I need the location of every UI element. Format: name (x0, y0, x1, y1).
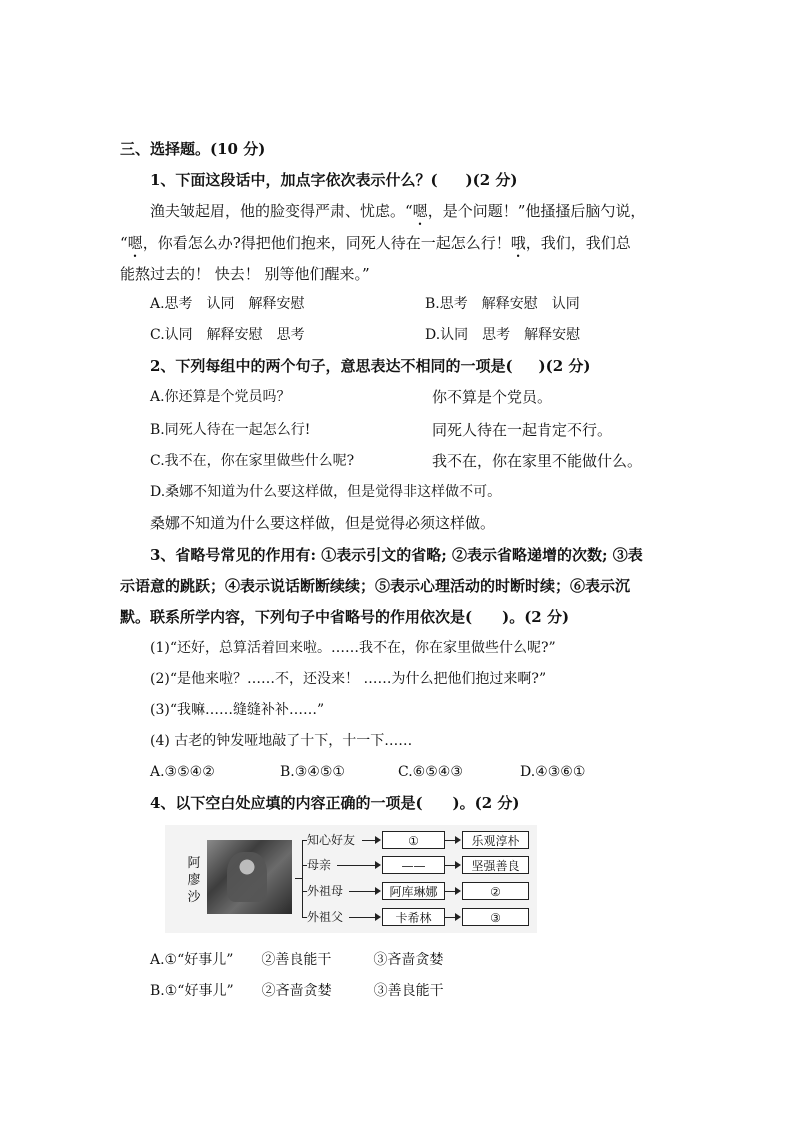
question-1-stem (150, 170, 518, 190)
q3-option-a[interactable]: A.③⑤④② (150, 764, 215, 780)
q1-passage-text: 渔夫皱起眉，他的脸变得严肃、忧虑。“ (150, 202, 413, 220)
q2-option-a-right: 你不算是个党员。 (432, 388, 553, 406)
q1-option-c[interactable]: C.认同 解释安慰 思考 (150, 327, 305, 343)
q3-option-d[interactable]: D.④③⑥① (520, 764, 586, 780)
q1-passage-line-3: 能熬过去的！ 快去！ 别等他们醒来。” (120, 265, 370, 283)
arrow-icon (375, 861, 381, 869)
character-photo (207, 840, 292, 914)
arrow-icon (455, 861, 461, 869)
q4-option-a[interactable]: A.①“好事儿” ②善良能干 ③吝啬贪婪 (150, 952, 444, 968)
q2-option-c-right: 我不在，你在家里不能做什么。 (432, 452, 643, 470)
q2-option-b-right: 同死人待在一起肯定不行。 (432, 421, 613, 439)
diagram-label-mother: 母亲 (307, 858, 332, 872)
section-title: 三、选择题。(10 分) (120, 140, 266, 158)
diagram-label-grandmother: 外祖母 (307, 884, 344, 898)
q1-passage-text: ，你看怎么办?得把他们抱来，同死人待在一起怎么行！ (142, 234, 511, 252)
question-2-stem-text: 2、下列每组中的两个句子，意思表达不相同的一项是( (150, 357, 513, 375)
q3-item-1: (1)“还好，总算活着回来啦。……我不在，你在家里做些什么呢?” (150, 640, 556, 656)
q4-option-b[interactable]: B.①“好事儿” ②吝啬贪婪 ③善良能干 (150, 983, 444, 999)
connector (362, 840, 376, 841)
question-3-points: )。(2 分) (502, 608, 570, 626)
q3-item-4: (4) 古老的钟发哑地敲了十下，十一下…… (150, 733, 413, 749)
diagram-box-trait-2: 坚强善良 (462, 856, 529, 874)
diagram-box-blank-3: ③ (462, 908, 529, 926)
question-3-stem-line-3 (120, 607, 569, 627)
q1-option-a[interactable]: A.思考 认同 解释安慰 (150, 296, 305, 312)
connector (349, 917, 376, 918)
q1-passage-line-2 (120, 233, 631, 261)
q3-item-2: (2)“是他来啦？……不，还没来！ ……为什么把他们抱过来啊?” (150, 671, 547, 687)
arrow-icon (455, 836, 461, 844)
q2-option-d-right: 桑娜不知道为什么要这样做，但是觉得必须这样做。 (150, 514, 496, 532)
character-name: 阿廖沙 (187, 856, 201, 905)
question-2-points: )(2 分) (538, 357, 591, 375)
character-relationship-diagram (165, 825, 537, 933)
arrow-icon (375, 913, 381, 921)
q2-option-d-left[interactable]: D.桑娜不知道为什么要这样做，但是觉得非这样做不可。 (150, 484, 502, 500)
diagram-box-trait-1: 乐观淳朴 (462, 831, 529, 849)
q1-passage-text: ，是个问题！”他搔搔后脑勺说， (427, 202, 646, 220)
q1-passage-line-1 (150, 201, 645, 229)
q3-option-c[interactable]: C.⑥⑤④③ (398, 764, 463, 780)
diagram-box-grandfather: 卡希林 (382, 908, 445, 926)
diagram-box-mother: —— (382, 856, 445, 874)
q1-passage-text: “ (120, 234, 128, 252)
q1-dotted-char: 哦 (510, 234, 526, 252)
question-1-stem-text: 1、下面这段话中，加点字依次表示什么？( (150, 171, 438, 189)
arrow-icon (375, 836, 381, 844)
question-4-points: )。(2 分) (452, 794, 520, 812)
diagram-box-blank-1: ① (382, 831, 445, 849)
q2-option-c-left[interactable]: C.我不在，你在家里做些什么呢? (150, 453, 355, 469)
q1-option-b[interactable]: B.思考 解释安慰 认同 (425, 296, 580, 312)
question-4-stem (150, 793, 520, 813)
question-2-stem (150, 356, 591, 376)
q1-dotted-char: 嗯 (412, 202, 428, 220)
diagram-box-blank-2: ② (462, 882, 529, 900)
arrow-icon (375, 887, 381, 895)
q3-item-3: (3)“我嘛……缝缝补补……” (150, 702, 325, 718)
diagram-label-friend: 知心好友 (307, 833, 356, 847)
question-1-points: )(2 分) (465, 171, 518, 189)
diagram-label-grandfather: 外祖父 (307, 910, 344, 924)
question-4-stem-text: 4、以下空白处应填的内容正确的一项是( (150, 794, 423, 812)
q1-dotted-char: 嗯 (127, 234, 143, 252)
q1-passage-text: ，我们，我们总 (525, 234, 631, 252)
connector (349, 891, 376, 892)
q2-option-b-left[interactable]: B.同死人待在一起怎么行! (150, 422, 311, 438)
arrow-icon (455, 887, 461, 895)
arrow-icon (455, 913, 461, 921)
diagram-box-grandmother: 阿库琳娜 (382, 882, 445, 900)
question-3-stem-line-2: 示语意的跳跃；④表示说话断断续续；⑤表示心理活动的时断时续；⑥表示沉 (120, 577, 631, 595)
connector (337, 865, 376, 866)
q3-option-b[interactable]: B.③④⑤① (280, 764, 345, 780)
question-3-stem-line-1: 3、省略号常见的作用有: ①表示引文的省略; ②表示省略递增的次数; ③表 (150, 546, 643, 564)
q2-option-a-left[interactable]: A.你还算是个党员吗？ (150, 389, 291, 405)
bracket-line (295, 878, 303, 879)
q1-option-d[interactable]: D.认同 思考 解释安慰 (425, 327, 581, 343)
question-3-stem-text: 默。联系所学内容，下列句子中省略号的作用依次是( (120, 608, 473, 626)
